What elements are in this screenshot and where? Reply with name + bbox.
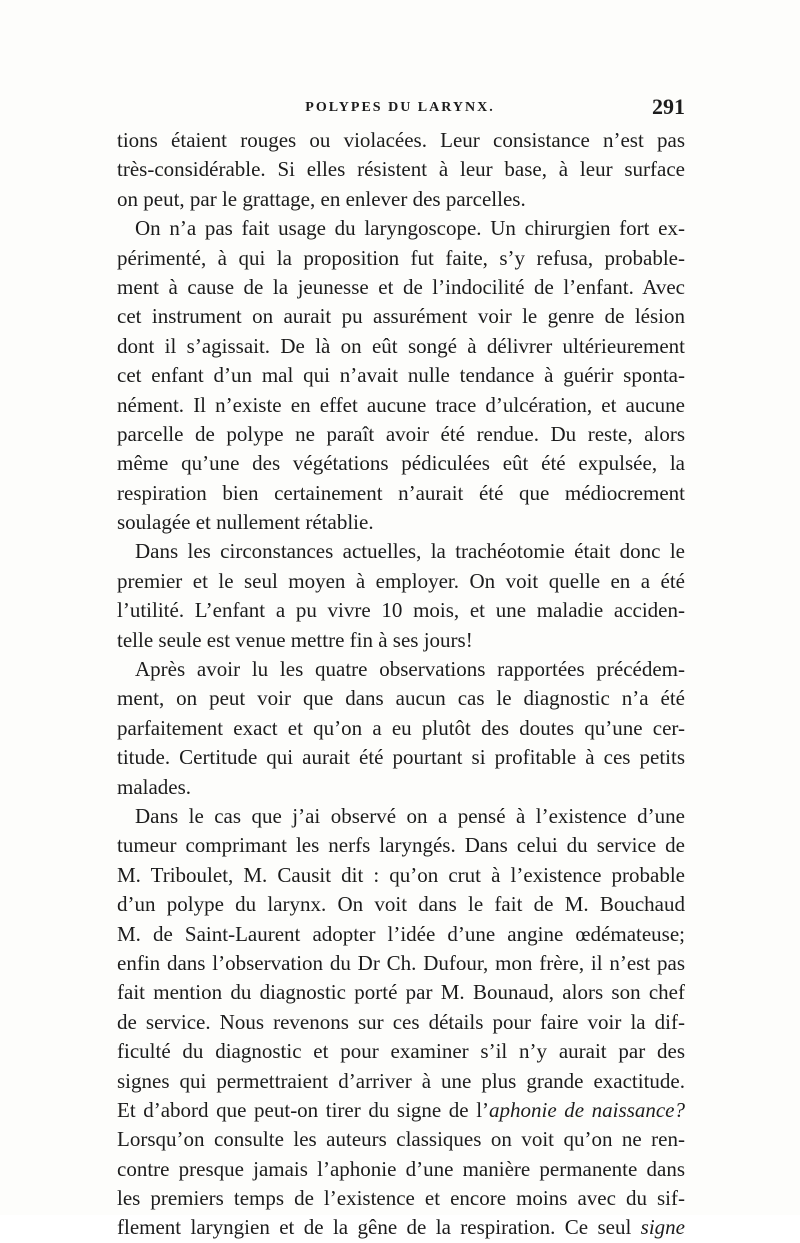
text-line	[117, 861, 685, 890]
text-line-content: tumeur comprimant les nerfs laryngés. Dans celui du service de	[117, 833, 685, 858]
text-line	[117, 508, 685, 537]
text-line-content: enfin dans l’observation du Dr Ch. Dufour, mon frère, il n’est pas	[117, 950, 685, 975]
text-line-content: parfaitement exact et qu’on a eu plutôt des doutes qu’une cer-	[117, 715, 685, 740]
text-line-content: d’un polype du larynx. On voit dans le fait de M. Bouchaud	[117, 892, 685, 917]
text-line	[117, 185, 685, 214]
text-line-content: même qu’une des végétations pédiculées eût été expulsée, la	[117, 451, 685, 476]
body-text	[117, 126, 685, 1243]
text-line-content: On n’a pas fait usage du laryngoscope. Un chirurgien fort ex-	[135, 216, 685, 241]
text-line	[117, 949, 685, 978]
text-line-content: ment, on peut voir que dans aucun cas le diagnostic n’a été	[117, 686, 685, 711]
text-line	[117, 773, 685, 802]
page-number: 291	[652, 94, 685, 119]
italic-phrase: signe	[640, 1215, 685, 1240]
text-line	[117, 1184, 685, 1213]
text-line	[117, 684, 685, 713]
text-line	[117, 1155, 685, 1184]
text-line	[117, 155, 685, 184]
text-line	[117, 273, 685, 302]
text-line-content: ficulté du diagnostic et pour examiner s’il n’y aurait par des	[117, 1039, 685, 1064]
italic-phrase: aphonie de naissance?	[489, 1097, 686, 1122]
text-line-content: cet enfant d’un mal qui n’avait nulle tendance à guérir sponta-	[117, 363, 685, 388]
text-line-content: l’utilité. L’enfant a pu vivre 10 mois, et une maladie acciden-	[117, 598, 685, 623]
text-line-content: respiration bien certainement n’aurait été que médiocrement	[117, 480, 685, 505]
text-line-content: contre presque jamais l’aphonie d’une manière permanente dans	[117, 1156, 685, 1181]
text-line	[117, 655, 685, 684]
text-line-content: Dans les circonstances actuelles, la trachéotomie était donc le	[135, 539, 685, 564]
text-line	[117, 714, 685, 743]
text-line	[117, 978, 685, 1007]
text-line-content: dont il s’agissait. De là on eût songé à délivrer ultérieurement	[117, 333, 685, 358]
text-line-content: cet instrument on aurait pu assurément voir le genre de lésion	[117, 304, 685, 329]
text-line	[117, 332, 685, 361]
text-line-content: Et d’abord que peut-on tirer du signe de l’	[117, 1097, 490, 1122]
text-line	[117, 802, 685, 831]
text-line-content: M. de Saint-Laurent adopter l’idée d’une angine œdémateuse;	[117, 921, 685, 946]
text-line-content: on peut, par le grattage, en enlever des parcelles.	[117, 186, 526, 211]
text-line-content: périmenté, à qui la proposition fut faite, s’y refusa, probable-	[117, 245, 685, 270]
text-line-content: tions étaient rouges ou violacées. Leur consistance n’est pas	[117, 128, 685, 152]
text-line	[117, 537, 685, 566]
text-line-content: très-considérable. Si elles résistent à leur base, à leur surface	[117, 157, 685, 182]
text-line	[117, 1125, 685, 1154]
text-line-content: soulagée et nullement rétablie.	[117, 510, 374, 535]
text-line	[117, 214, 685, 243]
text-line	[117, 391, 685, 420]
text-line-content: premier et le seul moyen à employer. On voit quelle en a été	[117, 568, 685, 593]
text-line-content: parcelle de polype ne paraît avoir été rendue. Du reste, alors	[117, 421, 685, 446]
text-line	[117, 479, 685, 508]
running-head: POLYPES DU LARYNX.	[305, 100, 495, 115]
text-line-content: de service. Nous revenons sur ces détails pour faire voir la dif-	[117, 1009, 685, 1034]
text-line	[117, 626, 685, 655]
text-line-content: ment à cause de la jeunesse et de l’indocilité de l’enfant. Avec	[117, 274, 685, 299]
text-line	[117, 831, 685, 860]
page-header	[115, 94, 685, 122]
text-line	[117, 1037, 685, 1066]
text-line	[117, 920, 685, 949]
text-line-content: Dans le cas que j’ai observé on a pensé à l’existence d’une	[135, 803, 685, 828]
text-line	[117, 596, 685, 625]
text-line	[117, 743, 685, 772]
text-line-content: Lorsqu’on consulte les auteurs classiques on voit qu’on ne ren-	[117, 1127, 685, 1152]
text-line-content: malades.	[117, 774, 192, 799]
text-line	[117, 302, 685, 331]
text-line-content: fait mention du diagnostic porté par M. Bounaud, alors son chef	[117, 980, 685, 1005]
text-line	[117, 449, 685, 478]
text-line	[117, 1096, 685, 1125]
text-line	[117, 361, 685, 390]
text-line	[117, 1213, 685, 1242]
text-line-content: M. Triboulet, M. Causit dit : qu’on crut à l’existence probable	[117, 862, 685, 887]
text-line	[117, 890, 685, 919]
text-line-content: nément. Il n’existe en effet aucune trace d’ulcération, et aucune	[117, 392, 685, 417]
text-line	[117, 567, 685, 596]
text-line-content: les premiers temps de l’existence et encore moins avec du sif-	[117, 1186, 685, 1211]
text-line	[117, 244, 685, 273]
text-line	[117, 1008, 685, 1037]
text-line	[117, 420, 685, 449]
text-line-content: telle seule est venue mettre fin à ses jours!	[117, 627, 473, 652]
text-line-content: flement laryngien et de la gêne de la respiration. Ce seul	[117, 1215, 641, 1240]
text-line	[117, 126, 685, 155]
text-line-content: signes qui permettraient d’arriver à une plus grande exactitude.	[117, 1068, 685, 1093]
text-line-content: Après avoir lu les quatre observations rapportées précédem-	[135, 657, 685, 682]
text-line-content: titude. Certitude qui aurait été pourtant si profitable à ces petits	[117, 745, 685, 770]
text-line	[117, 1067, 685, 1096]
